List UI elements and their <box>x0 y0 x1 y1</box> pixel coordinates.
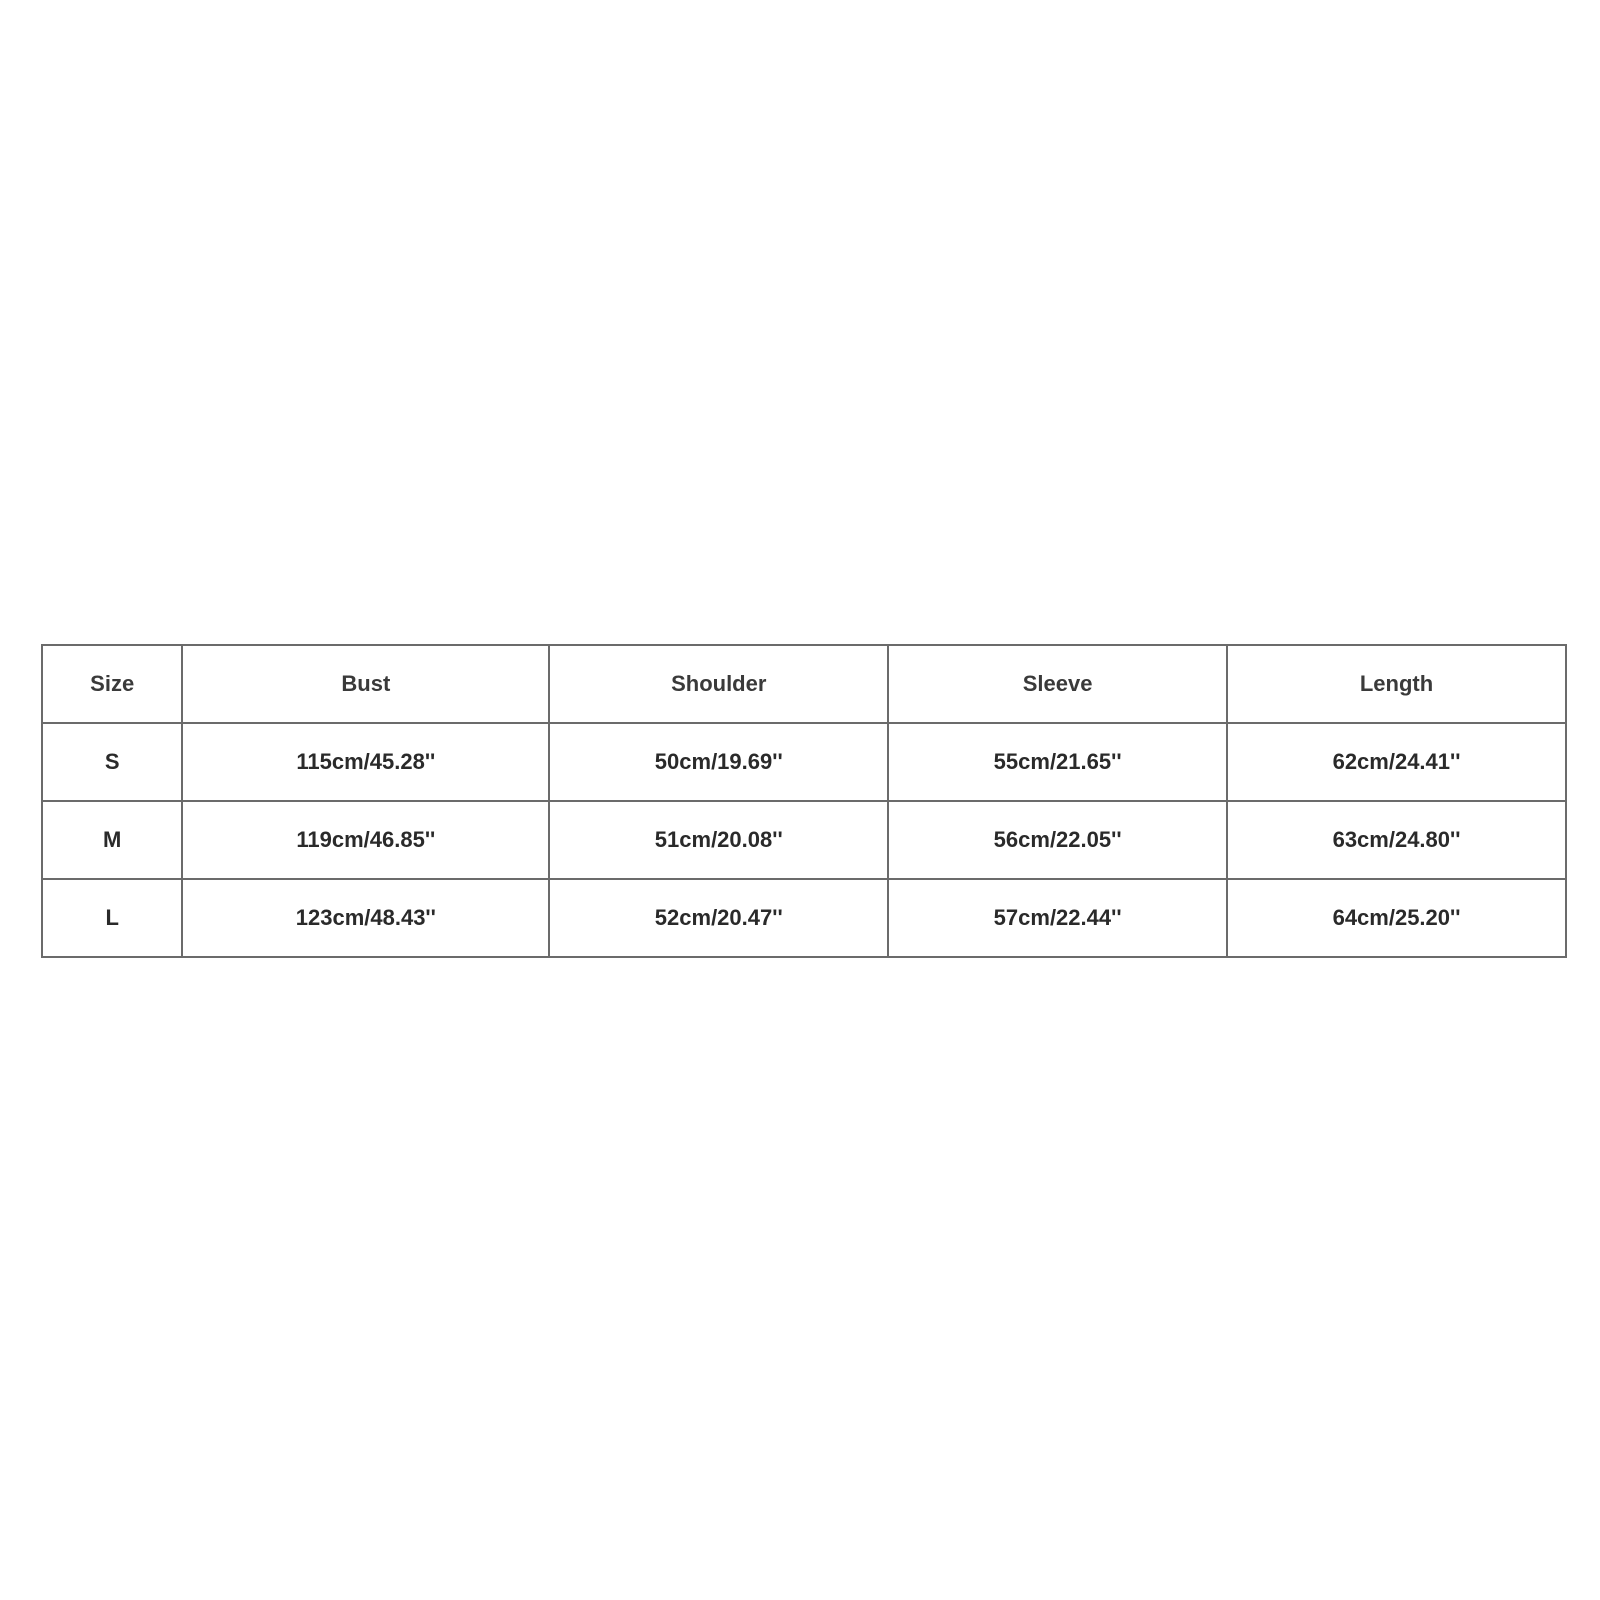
cell-length: 64cm/25.20'' <box>1227 879 1566 957</box>
header-bust: Bust <box>182 645 549 723</box>
cell-shoulder: 50cm/19.69'' <box>549 723 888 801</box>
table-row <box>42 723 1566 801</box>
cell-size: S <box>42 723 182 801</box>
cell-shoulder: 51cm/20.08'' <box>549 801 888 879</box>
header-size: Size <box>42 645 182 723</box>
cell-bust: 115cm/45.28'' <box>182 723 549 801</box>
table-row <box>42 801 1566 879</box>
size-chart-table <box>41 644 1567 958</box>
cell-length: 62cm/24.41'' <box>1227 723 1566 801</box>
cell-length: 63cm/24.80'' <box>1227 801 1566 879</box>
table-row <box>42 879 1566 957</box>
table-header-row <box>42 645 1566 723</box>
cell-bust: 119cm/46.85'' <box>182 801 549 879</box>
header-shoulder: Shoulder <box>549 645 888 723</box>
cell-bust: 123cm/48.43'' <box>182 879 549 957</box>
cell-shoulder: 52cm/20.47'' <box>549 879 888 957</box>
cell-sleeve: 57cm/22.44'' <box>888 879 1227 957</box>
cell-sleeve: 56cm/22.05'' <box>888 801 1227 879</box>
cell-size: L <box>42 879 182 957</box>
header-sleeve: Sleeve <box>888 645 1227 723</box>
cell-sleeve: 55cm/21.65'' <box>888 723 1227 801</box>
cell-size: M <box>42 801 182 879</box>
header-length: Length <box>1227 645 1566 723</box>
